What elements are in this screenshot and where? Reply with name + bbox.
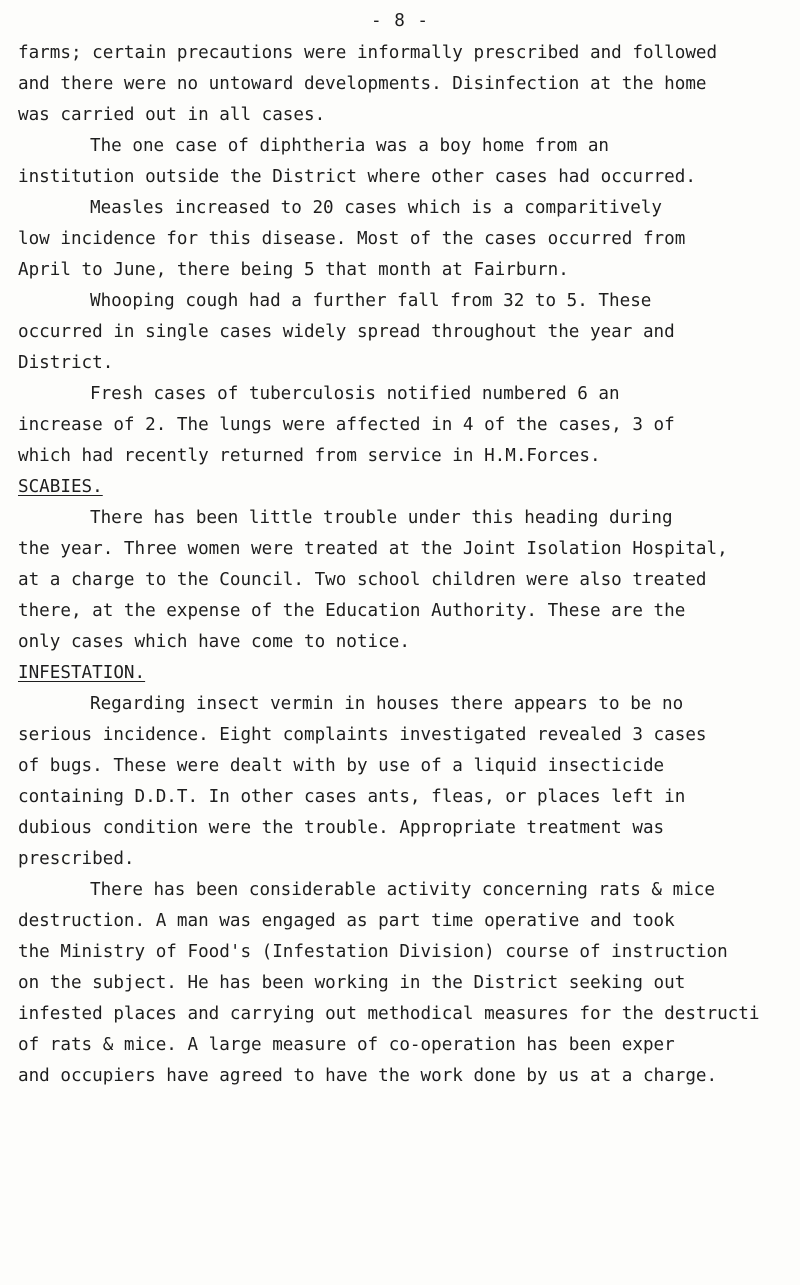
paragraph-line: There has been considerable activity concerning rats & mice: [90, 880, 715, 900]
paragraph-line: infested places and carrying out methodical measures for the destructi: [18, 1004, 760, 1024]
section-heading: SCABIES.: [18, 477, 103, 497]
paragraph-line: Whooping cough had a further fall from 32 to 5. These: [90, 291, 652, 311]
paragraph-line: Fresh cases of tuberculosis notified numbered 6 an: [90, 384, 620, 404]
paragraph-line: The one case of diphtheria was a boy home from an: [90, 136, 610, 156]
paragraph-line: the year. Three women were treated at the Joint Isolation Hospital,: [18, 539, 728, 559]
paragraph-line: containing D.D.T. In other cases ants, fleas, or places left in: [18, 787, 686, 807]
paragraph-line: Regarding insect vermin in houses there appears to be no: [90, 694, 684, 714]
paragraph-line: dubious condition were the trouble. Appropriate treatment was: [18, 818, 665, 838]
paragraph-line: on the subject. He has been working in the District seeking out: [18, 973, 686, 993]
paragraph-line: there, at the expense of the Education Authority. These are the: [18, 601, 686, 621]
document-body: [18, 38, 798, 1092]
paragraph-line: institution outside the District where other cases had occurred.: [18, 167, 696, 187]
page-number: - 8 -: [371, 11, 429, 31]
paragraph-line: and occupiers have agreed to have the work done by us at a charge.: [18, 1066, 718, 1086]
paragraph-line: There has been little trouble under this heading during: [90, 508, 673, 528]
paragraph-line: occurred in single cases widely spread throughout the year and: [18, 322, 675, 342]
paragraph-line: farms; certain precautions were informally prescribed and followed: [18, 43, 718, 63]
section-heading: INFESTATION.: [18, 663, 146, 683]
paragraph-line: of bugs. These were dealt with by use of a liquid insecticide: [18, 756, 665, 776]
paragraph-line: prescribed.: [18, 849, 135, 869]
paragraph-line: low incidence for this disease. Most of the cases occurred from: [18, 229, 686, 249]
paragraph-line: and there were no untoward developments. Disinfection at the home: [18, 74, 707, 94]
paragraph-line: destruction. A man was engaged as part time operative and took: [18, 911, 675, 931]
paragraph-line: April to June, there being 5 that month at Fairburn.: [18, 260, 569, 280]
paragraph-line: was carried out in all cases.: [18, 105, 326, 125]
paragraph-line: of rats & mice. A large measure of co-operation has been exper: [18, 1035, 675, 1055]
paragraph-line: serious incidence. Eight complaints investigated revealed 3 cases: [18, 725, 707, 745]
paragraph-line: increase of 2. The lungs were affected in 4 of the cases, 3 of: [18, 415, 675, 435]
paragraph-line: District.: [18, 353, 114, 373]
paragraph-line: only cases which have come to notice.: [18, 632, 410, 652]
paragraph-line: the Ministry of Food's (Infestation Division) course of instruction: [18, 942, 728, 962]
paragraph-line: which had recently returned from service in H.M.Forces.: [18, 446, 601, 466]
paragraph-line: at a charge to the Council. Two school children were also treated: [18, 570, 707, 590]
paragraph-line: Measles increased to 20 cases which is a comparitively: [90, 198, 662, 218]
